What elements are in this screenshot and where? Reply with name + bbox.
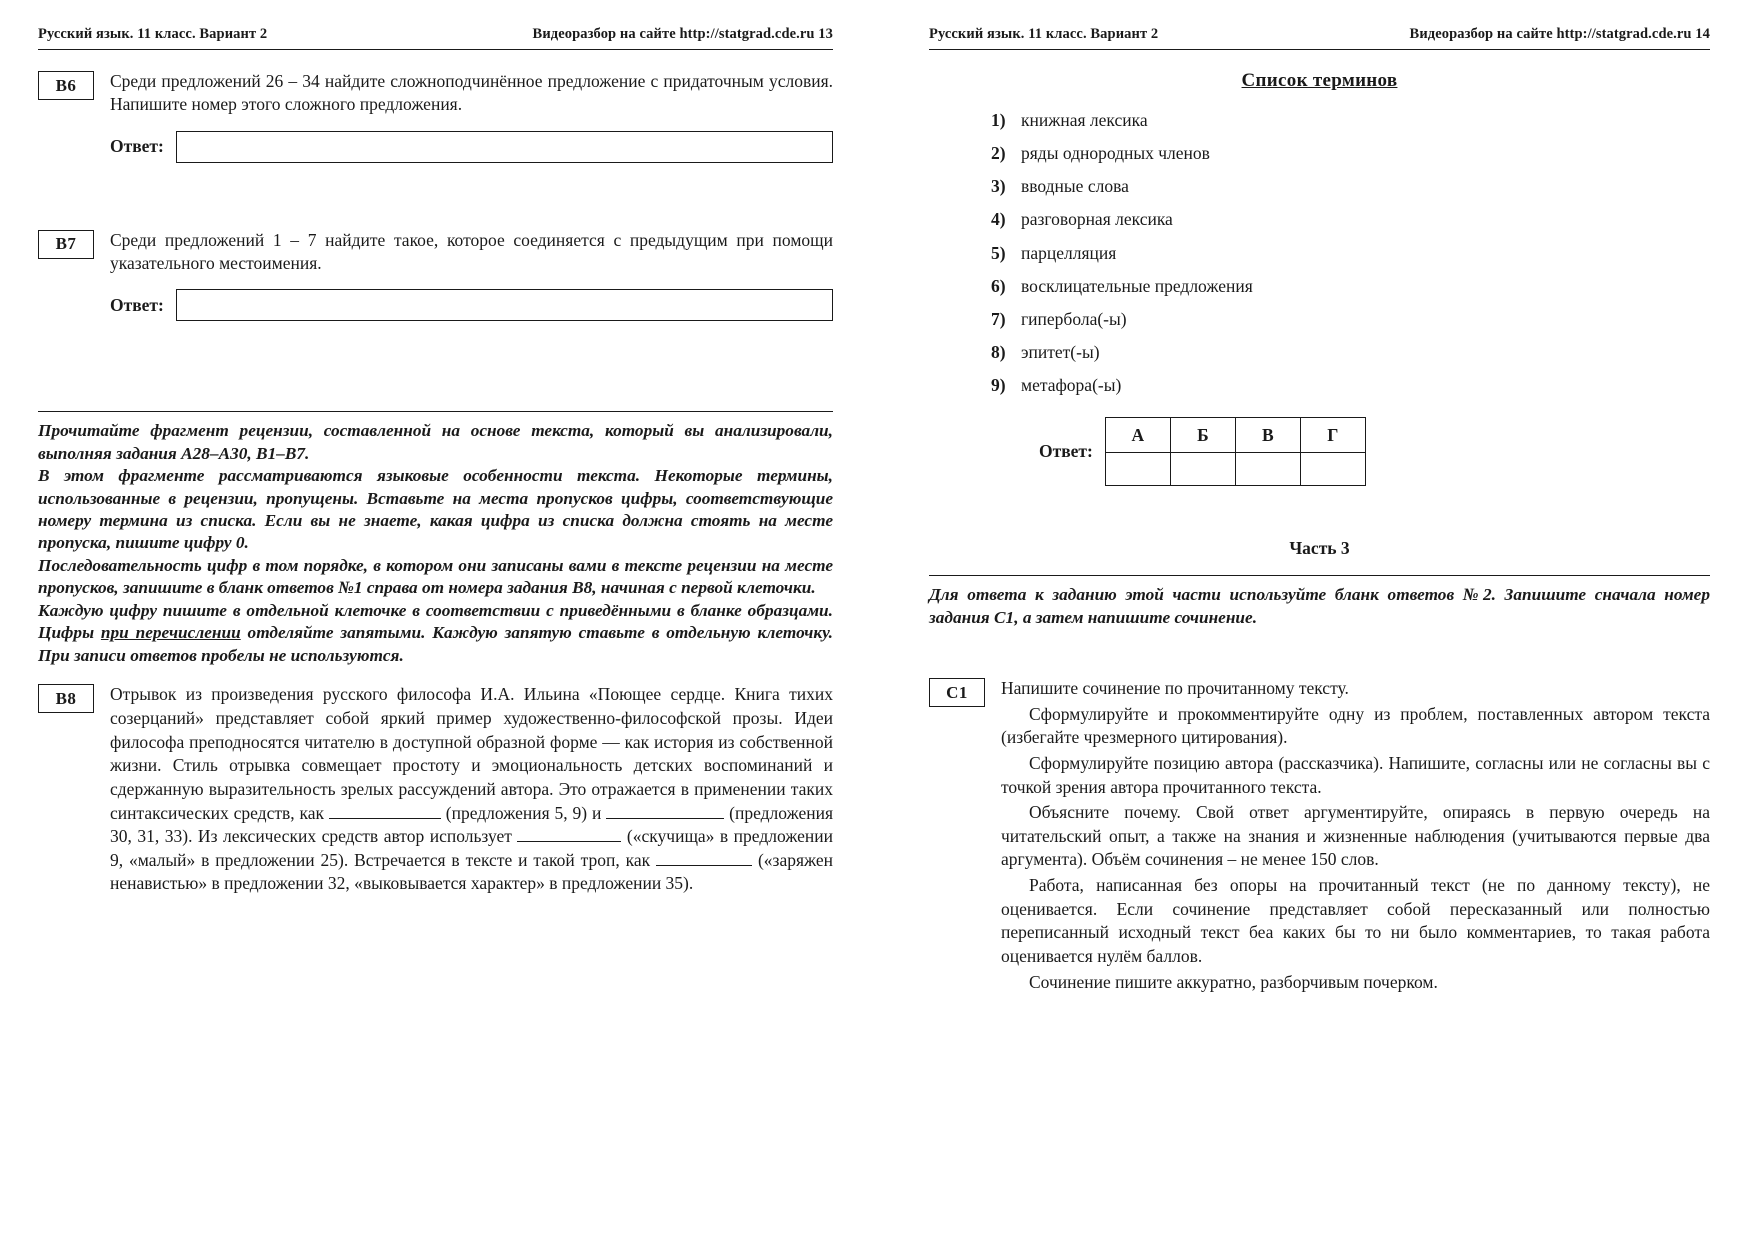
task-code-b6: B6 [38,71,94,100]
term-label: ряды однородных членов [1021,143,1210,164]
task-code-c1: C1 [929,678,985,707]
header-source-right: Видеоразбор на сайте http://statgrad.cde.ru 14 [1409,26,1710,42]
list-item [991,375,1710,395]
list-item [991,110,1710,130]
header-divider-right [929,49,1710,50]
term-number: 3) [991,176,1006,197]
term-number: 1) [991,110,1006,130]
c1-paragraph-4: Объясните почему. Свой ответ аргументируйте, опираясь в первую очередь на читательский опыт, а также на знания и жизненные наблюдения (учитываются первые два аргумента). Объём сочинения – не менее 150 слов. [1001,802,1710,870]
b8-text-part-1: Отрывок из произведения русского философа И.А. Ильина «Поющее сердце. Книга тихих созерцаний» представляет собой яркий пример художественно-философской прозы. Идеи философа преподносятся читателю в доступной образной форме — как история из собственной жизни. Стиль отрывка совмещает простоту и эмоциональность детских воспоминаний и сдержанную выразительность зрелых рассуждений автора. Это отражается в применении таких синтаксических средств, как [110,684,833,823]
instruction-divider [38,411,833,412]
terms-list [991,110,1710,395]
term-number: 9) [991,375,1006,395]
answer-input-b7[interactable] [176,289,833,321]
answer-label-b8: Ответ: [1039,441,1093,462]
right-page-header [929,26,1710,43]
instruction-paragraph-1: Прочитайте фрагмент рецензии, составленной на основе текста, который вы анализировали, выполняя задания А28–А30, В1–В7. [38,421,833,463]
task-code-b8: B8 [38,684,94,713]
list-item [991,309,1710,329]
b8-blank-3[interactable] [517,841,621,842]
answer-row-b7 [110,289,833,321]
answer-grid-cell-b[interactable] [1170,453,1235,486]
spacer-before-instruction [38,325,833,403]
instruction-paragraph-4-text: Каждую цифру пишите в отдельной клеточке в соответствии с приведёнными в бланке образцами. Цифры при перечислении отделяйте запятыми. Каждую запятую ставьте в отдельную клеточку. При записи ответов пробелы не используются. [38,600,834,665]
b8-blank-1[interactable] [329,818,441,819]
b8-blank-2[interactable] [606,818,724,819]
answer-grid-header-g: Г [1300,418,1365,453]
list-item [991,276,1710,296]
answer-grid-header-v: В [1235,418,1300,453]
b8-blank-4[interactable] [656,865,752,866]
task-text-b8 [110,683,833,896]
task-code-b7: B7 [38,230,94,259]
c1-paragraph-2: Сформулируйте и прокомментируйте одну из проблем, поставленных автором текста (избегайте чрезмерного цитирования). [1001,703,1710,748]
task-b8 [38,683,833,896]
term-label: вводные слова [1021,176,1129,197]
header-divider-left [38,49,833,50]
answer-grid-cell-a[interactable] [1105,453,1170,486]
answer-row-b6 [110,131,833,163]
answer-row-b8 [1039,417,1710,486]
term-number: 2) [991,143,1006,164]
c1-paragraph-1: Напишите сочинение по прочитанному тексту. [1001,678,1349,699]
b8-text-part-3: (предложения 30, 31, 33). Из лексических средств автор использует [110,802,833,847]
list-item [991,176,1710,196]
answer-grid-b8 [1105,417,1366,486]
instruction-paragraph-3: Последовательность цифр в том порядке, в котором они записаны вами в тексте рецензии на месте пропусков, запишите в бланк ответов №1 справа от номера задания В8, начиная с первой клеточки. [38,555,833,598]
term-number: 5) [991,242,1006,263]
b8-text-part-2: (предложения 5, 9) и [445,802,602,823]
task-text-b7: Среди предложений 1 – 7 найдите такое, которое соединяется с предыдущим при помощи указательного местоимения. [110,229,833,273]
answer-grid-header-b: Б [1170,418,1235,453]
term-label: разговорная лексика [1021,209,1173,230]
term-label: восклицательные предложения [1021,275,1253,296]
answer-grid-cell-g[interactable] [1300,453,1365,486]
term-number: 7) [991,308,1006,329]
task-b7 [38,229,833,322]
instruction-paragraph-2: В этом фрагменте рассматриваются языковые особенности текста. Некоторые термины, использованные в рецензии, пропущены. Вставьте на места пропусков цифры, соответствующие номеру термина из списка. Если вы не знаете, какая цифра из списка должна стоять на месте пропуска, пишите цифру 0. [38,466,833,553]
part-instruction-divider [929,575,1710,576]
part-instruction-text: Для ответа к заданию этой части используйте бланк ответов №2. Запишите сначала номер задания С1, а затем напишите сочинение. [929,585,1710,627]
term-label: гипербола(-ы) [1021,308,1127,329]
header-title-right: Русский язык. 11 класс. Вариант 2 [929,26,1159,42]
answer-grid-cell-v[interactable] [1235,453,1300,486]
header-title-left: Русский язык. 11 класс. Вариант 2 [38,26,268,42]
term-number: 8) [991,341,1006,362]
answer-label-b7: Ответ: [110,294,164,315]
right-page [877,0,1754,1239]
left-page-header [38,26,833,43]
c1-paragraph-5: Работа, написанная без опоры на прочитанный текст (не по данному тексту), не оценивается. Если сочинение представляет собой пересказанный или полностью переписанный исходный текст беа каких бы то ни было комментариев, то такая работа оценивается нулём баллов. [1001,875,1710,966]
term-label: книжная лексика [1021,110,1148,130]
task-c1 [929,677,1710,996]
list-item [991,143,1710,163]
c1-paragraph-6: Сочинение пишите аккуратно, разборчивым почерком. [1029,971,1438,992]
c1-paragraph-3: Сформулируйте позицию автора (рассказчика). Напишите, согласны или не согласны вы с точкой зрения автора прочитанного текста. [1001,752,1710,797]
list-item [991,209,1710,229]
part-title: Часть 3 [1289,538,1350,559]
task-text-b6: Среди предложений 26 – 34 найдите сложноподчинённое предложение с придаточным условия. Напишите номер этого сложного предложения. [110,71,833,115]
list-item [991,342,1710,362]
terms-list-title: Список терминов [1241,70,1398,91]
term-label: эпитет(-ы) [1021,341,1100,362]
instruction-paragraph-4 [38,600,833,667]
instruction-block [38,411,833,667]
spacer-b6-b7 [38,167,833,229]
term-label: метафора(-ы) [1021,375,1122,395]
term-number: 4) [991,209,1006,230]
spacer-before-c1 [929,629,1710,677]
term-number: 6) [991,275,1006,296]
answer-input-b6[interactable] [176,131,833,163]
answer-label-b6: Ответ: [110,136,164,157]
task-b6 [38,70,833,163]
b8-text-part-5: («заряжен ненавистью» в предложении 32, «выковывается характер» в предложении 35). [110,849,834,894]
header-source-left: Видеоразбор на сайте http://statgrad.cde.ru 13 [532,26,833,42]
b8-text-part-4: («скучища» в предложении 9, «малый» в предложении 25). Встречается в тексте и такой троп, как [110,826,834,870]
list-item [991,243,1710,263]
term-label: парцелляция [1021,242,1117,263]
answer-grid-header-a: А [1105,418,1170,453]
